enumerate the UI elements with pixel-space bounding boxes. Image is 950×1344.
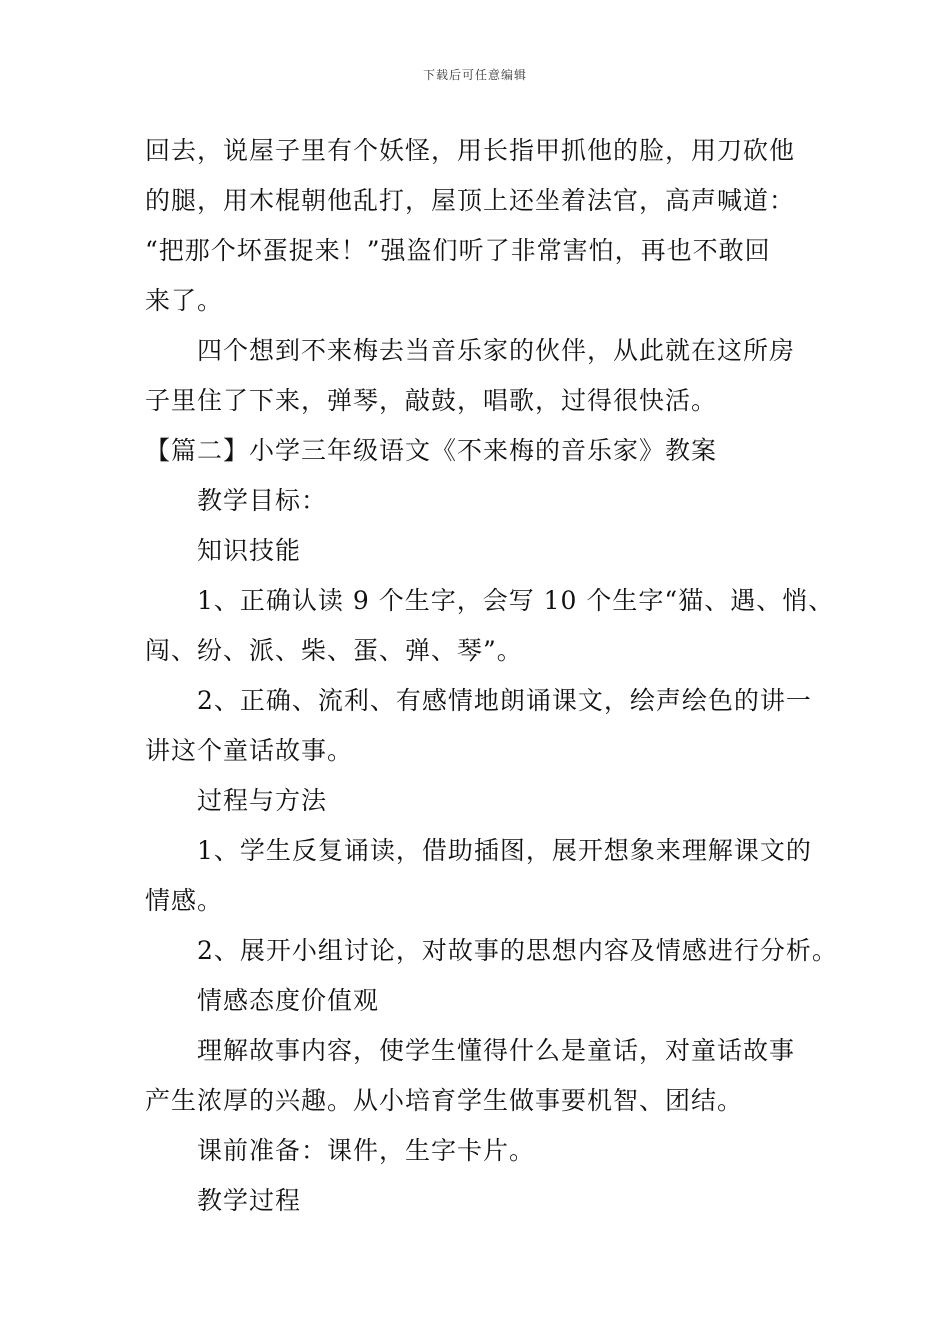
page-header-note: 下载后可任意编辑 bbox=[422, 68, 527, 82]
text-line: 讲这个童话故事。 bbox=[145, 736, 354, 765]
text-line: “把那个坏蛋捉来！”强盗们听了非常害怕，再也不敢回 bbox=[145, 236, 771, 265]
list-item: 2、展开小组讨论，对故事的思想内容及情感进行分析。 bbox=[197, 936, 838, 965]
text-line: 情感。 bbox=[145, 886, 224, 915]
list-item: 1、正确认读 9 个生字，会写 10 个生字“猫、遇、悄、 bbox=[197, 586, 835, 615]
text-line: 子里住了下来，弹琴，敲鼓，唱歌，过得很快活。 bbox=[145, 386, 718, 415]
subheading-emotional-values: 情感态度价值观 bbox=[197, 986, 380, 1015]
text-line: 来了。 bbox=[145, 286, 224, 315]
subheading-teaching-goals: 教学目标： bbox=[197, 486, 328, 515]
list-item: 1、学生反复诵读，借助插图，展开想象来理解课文的 bbox=[197, 836, 812, 865]
text-line: 闯、纷、派、柴、蛋、弹、琴”。 bbox=[145, 636, 523, 665]
preparation-line: 课前准备：课件，生字卡片。 bbox=[197, 1136, 536, 1165]
text-line: 回去，说屋子里有个妖怪，用长指甲抓他的脸，用刀砍他 bbox=[145, 136, 796, 165]
section-heading: 【篇二】小学三年级语文《不来梅的音乐家》教案 bbox=[145, 436, 718, 465]
subheading-teaching-process: 教学过程 bbox=[197, 1186, 302, 1215]
subheading-process-methods: 过程与方法 bbox=[197, 786, 328, 815]
list-item: 2、正确、流利、有感情地朗诵课文，绘声绘色的讲一 bbox=[197, 686, 812, 715]
paragraph-start: 四个想到不来梅去当音乐家的伙伴，从此就在这所房 bbox=[197, 336, 796, 365]
text-line: 产生浓厚的兴趣。从小培育学生做事要机智、团结。 bbox=[145, 1086, 744, 1115]
paragraph-start: 理解故事内容，使学生懂得什么是童话，对童话故事 bbox=[197, 1036, 796, 1065]
text-line: 的腿，用木棍朝他乱打，屋顶上还坐着法官，高声喊道： bbox=[145, 186, 796, 215]
subheading-knowledge-skills: 知识技能 bbox=[197, 536, 302, 565]
